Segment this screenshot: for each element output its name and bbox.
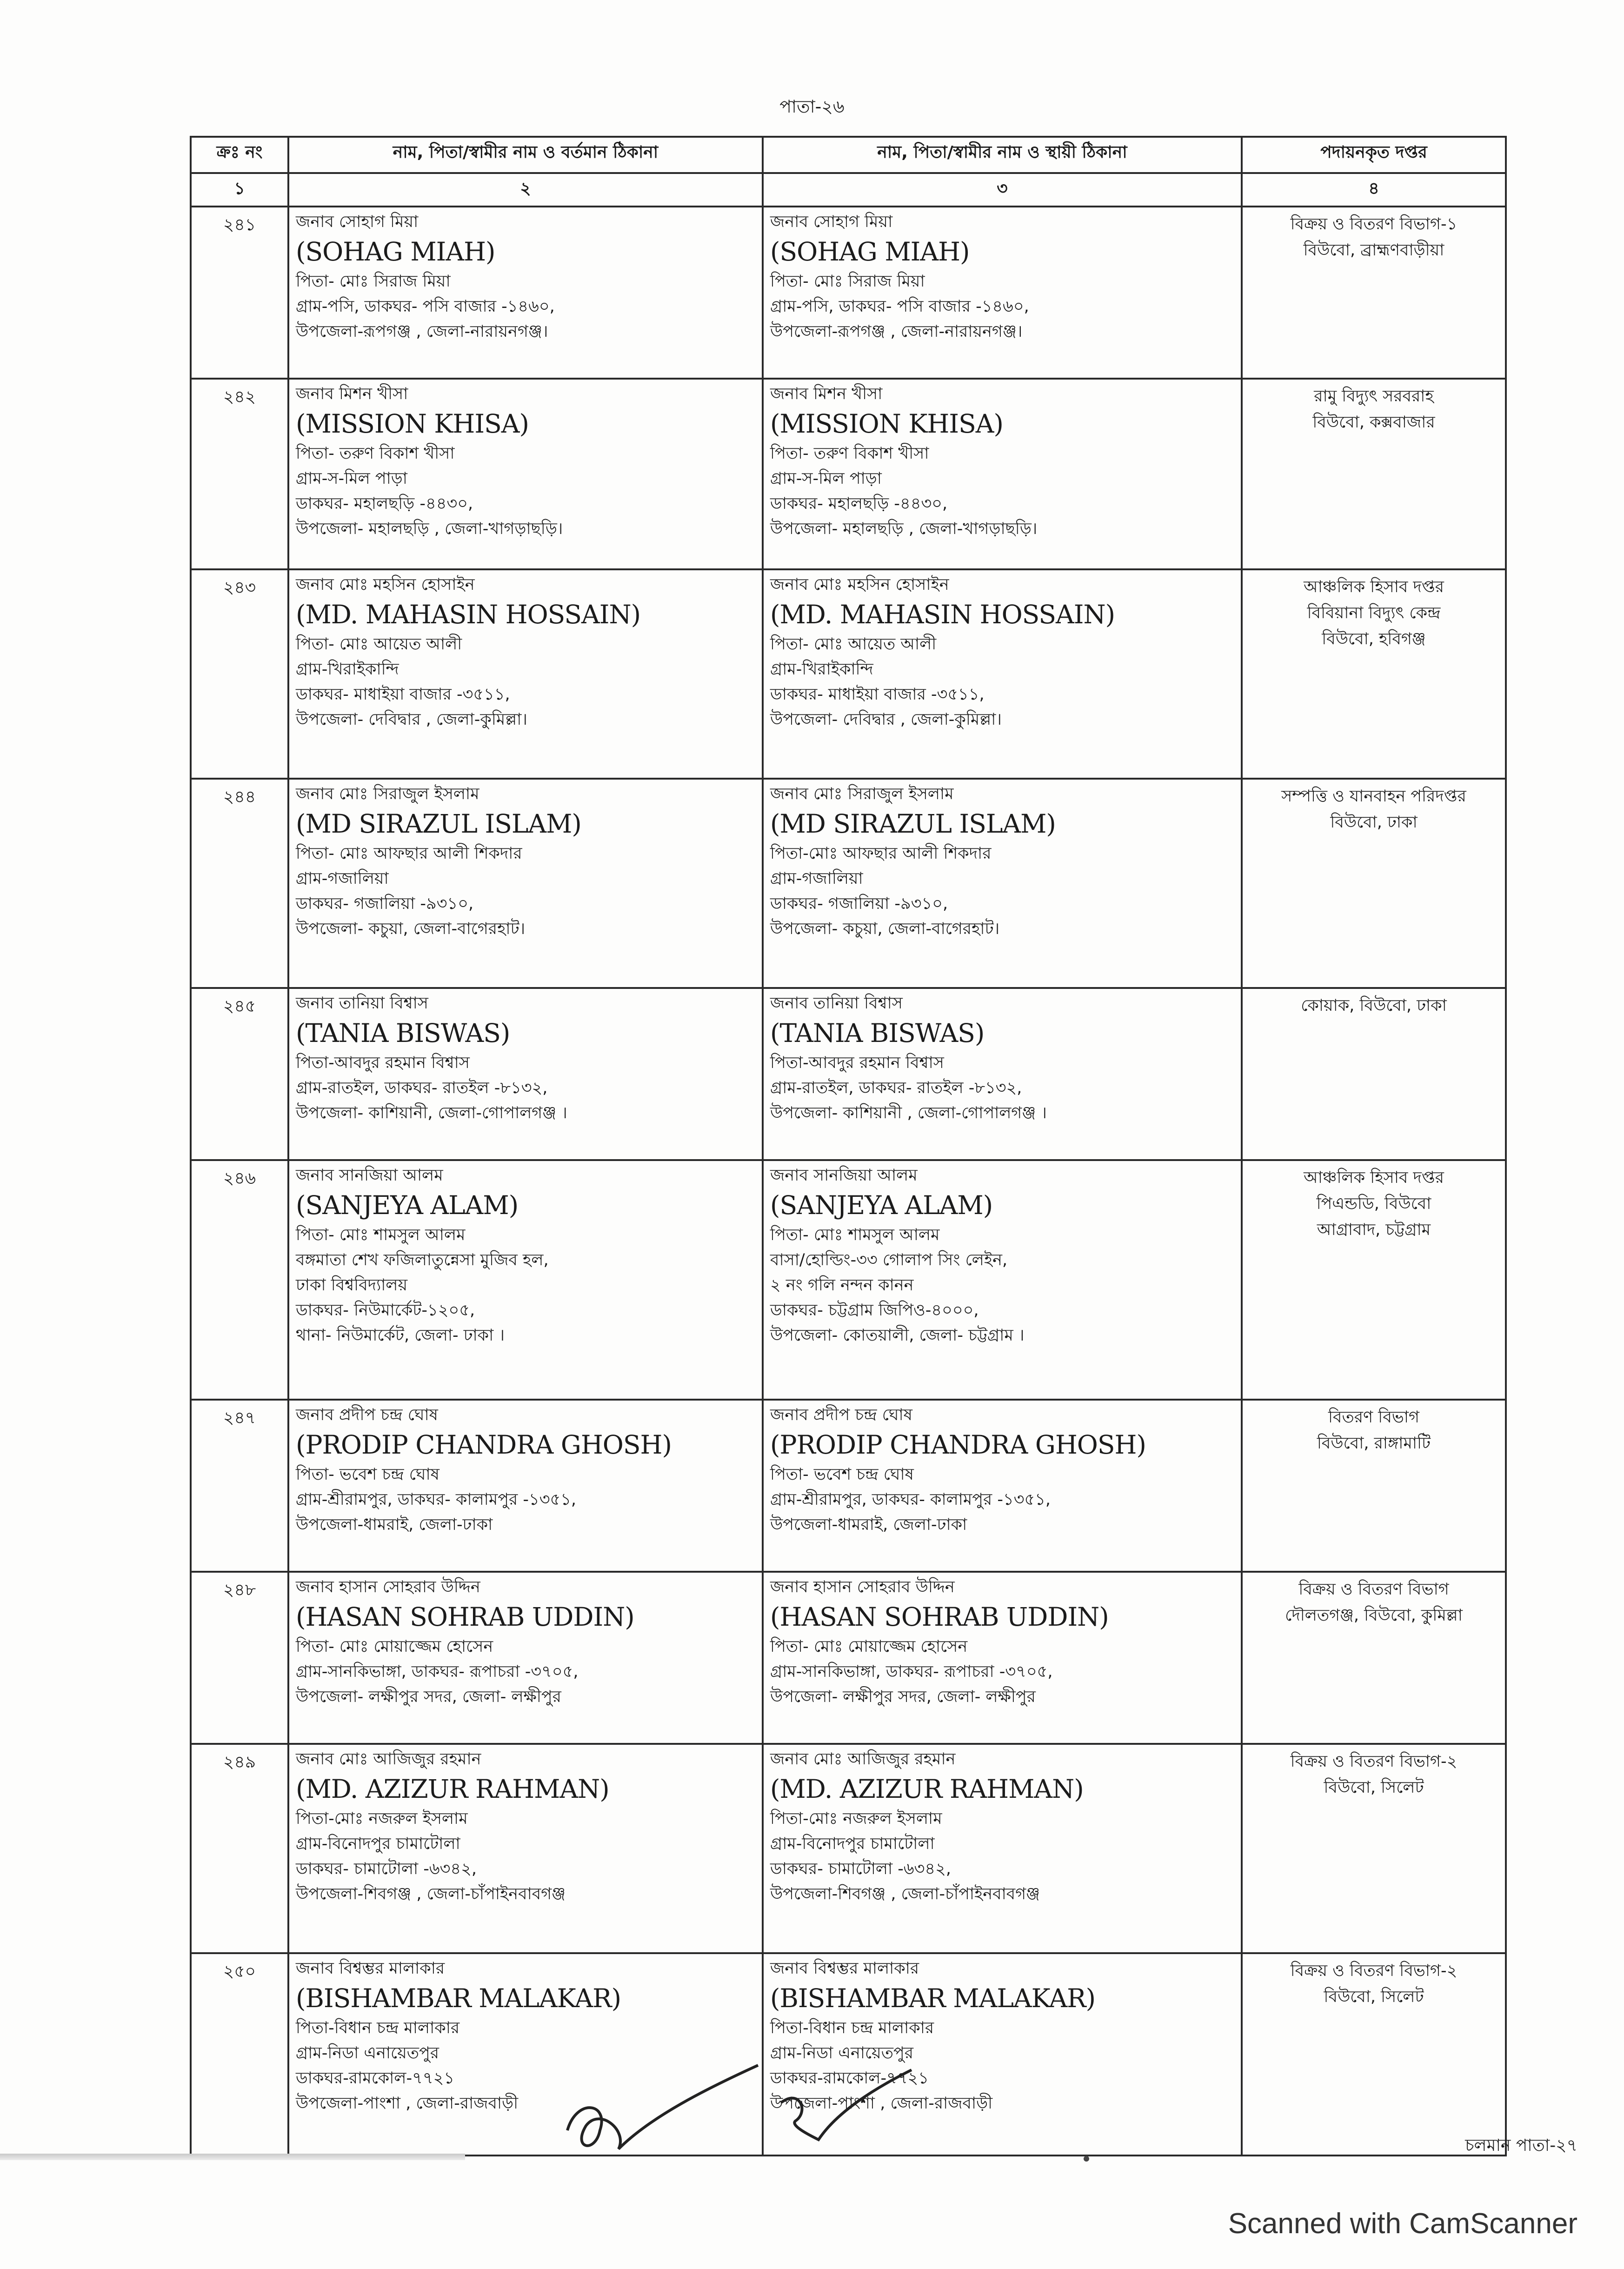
address-line: গ্রাম-সানকিভাঙ্গা, ডাকঘর- রূপাচরা -৩৭০৫,	[770, 1662, 1053, 1681]
posting-office-cell	[1242, 1160, 1506, 1400]
serial-number: ২৪৫	[191, 988, 288, 1160]
person-name-bangla: জনাব তানিয়া বিশ্বাস	[770, 994, 903, 1013]
posting-office-cell	[1242, 1953, 1506, 2156]
posting-office-line: বিউবো, সিলেট	[1324, 1778, 1424, 1797]
posting-office-line: বিক্রয় ও বিতরণ বিভাগ	[1298, 1580, 1449, 1599]
address-line: গ্রাম-গজালিয়া	[770, 869, 863, 888]
person-name-english: (SOHAG MIAH)	[770, 237, 970, 267]
person-name-english: (MD. MAHASIN HOSSAIN)	[296, 600, 641, 629]
person-name-english: (SANJEYA ALAM)	[296, 1190, 519, 1220]
current-address-cell	[288, 379, 763, 569]
person-name-english: (MD. AZIZUR RAHMAN)	[296, 1774, 609, 1804]
handwritten-signatures	[558, 2061, 1116, 2168]
address-line: পিতা-মোঃ নজরুল ইসলাম	[770, 1809, 942, 1828]
table-row	[191, 1572, 1506, 1744]
person-name-english: (HASAN SOHRAB UDDIN)	[770, 1602, 1109, 1632]
address-line: গ্রাম-রাতইল, ডাকঘর- রাতইল -৮১৩২,	[296, 1079, 548, 1097]
column-number: ৩	[763, 173, 1242, 207]
address-line: ডাকঘর- নিউমার্কেট-১২০৫,	[296, 1301, 475, 1320]
person-name-bangla: জনাব মোঃ আজিজুর রহমান	[770, 1750, 956, 1768]
person-name-bangla: জনাব সোহাগ মিয়া	[770, 213, 893, 231]
posting-office-line: বিতরণ বিভাগ	[1328, 1408, 1419, 1427]
person-name-bangla: জনাব বিশ্বম্ভর মালাকার	[770, 1959, 919, 1978]
posting-office-cell	[1242, 1744, 1506, 1953]
person-name-bangla: জনাব হাসান সোহরাব উদ্দিন	[296, 1578, 480, 1596]
address-line: গ্রাম-বিনোদপুর চামাটোলা	[296, 1835, 460, 1853]
address-line: ডাকঘর-রামকোল-৭৭২১	[770, 2069, 929, 2088]
posting-office-line: আঞ্চলিক হিসাব দপ্তর	[1304, 1168, 1444, 1187]
person-name-bangla: জনাব মিশন খীসা	[296, 385, 408, 403]
posting-office-line: সম্পত্তি ও যানবাহন পরিদপ্তর	[1281, 787, 1466, 806]
address-line: উপজেলা- কচুয়া, জেলা-বাগেরহাট।	[296, 920, 526, 938]
posting-office-line: বিবিয়ানা বিদ্যুৎ কেন্দ্র	[1307, 604, 1441, 622]
address-line: পিতা- মোঃ শামসুল আলম	[770, 1226, 940, 1244]
address-line: গ্রাম-খিরাইকান্দি	[296, 660, 399, 679]
permanent-address-cell	[763, 988, 1242, 1160]
address-line: পিতা- মোঃ মোয়াজ্জেম হোসেন	[770, 1637, 968, 1656]
posting-office-line: বিউবো, ঢাকা	[1330, 813, 1418, 832]
permanent-address-cell	[763, 207, 1242, 379]
column-number: ৪	[1242, 173, 1506, 207]
address-line: উপজেলা-ধামরাই, জেলা-ঢাকা	[770, 1515, 967, 1534]
posting-office-line: বিক্রয় ও বিতরণ বিভাগ-২	[1290, 1962, 1458, 1980]
address-line: ডাকঘর- মাধাইয়া বাজার -৩৫১১,	[296, 685, 510, 704]
address-line: বাসা/হোল্ডিং-৩৩ গোলাপ সিং লেইন,	[770, 1251, 1008, 1269]
posting-office-cell	[1242, 379, 1506, 569]
serial-number: ২৪৬	[191, 1160, 288, 1400]
serial-number: ২৪১	[191, 207, 288, 379]
current-address-cell	[288, 569, 763, 779]
person-name-english: (BISHAMBAR MALAKAR)	[296, 1983, 621, 2013]
address-line: গ্রাম-শ্রীরামপুর, ডাকঘর- কালামপুর -১৩৫১,	[770, 1490, 1051, 1509]
table-row	[191, 988, 1506, 1160]
address-line: উপজেলা-রূপগঞ্জ , জেলা-নারায়নগঞ্জ।	[770, 322, 1023, 341]
header-permanent-address: নাম, পিতা/স্বামীর নাম ও স্থায়ী ঠিকানা	[763, 137, 1242, 173]
person-name-english: (SANJEYA ALAM)	[770, 1190, 993, 1220]
address-line: গ্রাম-নিডা এনায়েতপুর	[770, 2044, 913, 2062]
serial-number: ২৪২	[191, 379, 288, 569]
posting-office-line: বিউবো, হবিগঞ্জ	[1322, 630, 1426, 648]
person-name-english: (MD. AZIZUR RAHMAN)	[770, 1774, 1084, 1804]
person-name-bangla: জনাব মোঃ মহসিন হোসাইন	[770, 575, 949, 594]
address-line: উপজেলা-শিবগঞ্জ , জেলা-চাঁপাইনবাবগঞ্জ	[296, 1885, 566, 1903]
address-line: থানা- নিউমার্কেট, জেলা- ঢাকা ।	[296, 1326, 505, 1345]
posting-office-line: বিউবো, কক্সবাজার	[1312, 413, 1435, 432]
address-line: গ্রাম-নিডা এনায়েতপুর	[296, 2044, 439, 2062]
current-address-cell	[288, 779, 763, 988]
address-line: পিতা-মোঃ আফছার আলী শিকদার	[770, 844, 992, 863]
scan-edge-shadow	[0, 2154, 465, 2160]
permanent-address-cell	[763, 379, 1242, 569]
continued-page-note: চলমান পাতা-২৭	[1465, 2136, 1577, 2155]
current-address-cell	[288, 1400, 763, 1572]
address-line: পিতা-আবদুর রহমান বিশ্বাস	[296, 1054, 470, 1072]
person-name-bangla: জনাব বিশ্বম্ভর মালাকার	[296, 1959, 445, 1978]
address-line: ডাকঘর- চামাটোলা -৬৩৪২,	[770, 1860, 952, 1878]
address-line: গ্রাম-বিনোদপুর চামাটোলা	[770, 1835, 935, 1853]
address-line: পিতা-আবদুর রহমান বিশ্বাস	[770, 1054, 944, 1072]
column-number-row	[191, 173, 1506, 207]
address-line: উপজেলা- লক্ষীপুর সদর, জেলা- লক্ষীপুর	[770, 1688, 1036, 1706]
person-name-english: (BISHAMBAR MALAKAR)	[770, 1983, 1096, 2013]
person-name-bangla: জনাব মোঃ সিরাজুল ইসলাম	[770, 785, 954, 803]
address-line: ডাকঘর- গজালিয়া -৯৩১০,	[296, 894, 474, 913]
posting-office-line: বিউবো, রাঙ্গামাটি	[1317, 1434, 1431, 1453]
person-name-bangla: জনাব মোঃ সিরাজুল ইসলাম	[296, 785, 479, 803]
address-line: গ্রাম-পসি, ডাকঘর- পসি বাজার -১৪৬০,	[770, 297, 1029, 316]
person-name-english: (HASAN SOHRAB UDDIN)	[296, 1602, 634, 1632]
posting-office-line: বিক্রয় ও বিতরণ বিভাগ-১	[1290, 215, 1458, 234]
posting-office-cell	[1242, 207, 1506, 379]
person-name-english: (MD SIRAZUL ISLAM)	[296, 809, 581, 839]
address-line: উপজেলা-রূপগঞ্জ , জেলা-নারায়নগঞ্জ।	[296, 322, 548, 341]
address-line: পিতা- ভবেশ চন্দ্র ঘোষ	[296, 1465, 439, 1484]
posting-office-cell	[1242, 1400, 1506, 1572]
table-row	[191, 779, 1506, 988]
serial-number: ২৪৮	[191, 1572, 288, 1744]
serial-number: ২৪৭	[191, 1400, 288, 1572]
posting-office-line: দৌলতগঞ্জ, বিউবো, কুমিল্লা	[1285, 1606, 1463, 1625]
table-row	[191, 379, 1506, 569]
person-name-bangla: জনাব মোঃ আজিজুর রহমান	[296, 1750, 481, 1768]
current-address-cell	[288, 1160, 763, 1400]
current-address-cell	[288, 988, 763, 1160]
person-name-bangla: জনাব হাসান সোহরাব উদ্দিন	[770, 1578, 955, 1596]
table-row	[191, 569, 1506, 779]
posting-office-line: আঞ্চলিক হিসাব দপ্তর	[1304, 578, 1444, 596]
address-line: ডাকঘর-রামকোল-৭৭২১	[296, 2069, 455, 2088]
posting-office-line: বিউবো, ব্রাহ্মণবাড়ীয়া	[1303, 241, 1444, 260]
person-name-bangla: জনাব সানজিয়া আলম	[296, 1166, 443, 1185]
person-name-english: (PRODIP CHANDRA GHOSH)	[296, 1430, 672, 1460]
signature-right	[781, 2070, 912, 2140]
person-name-bangla: জনাব প্রদীপ চন্দ্র ঘোষ	[296, 1406, 438, 1424]
address-line: ডাকঘর- মহালছড়ি -৪৪৩০,	[296, 494, 473, 513]
address-line: পিতা- মোঃ আফছার আলী শিকদার	[296, 844, 522, 863]
column-number: ১	[191, 173, 288, 207]
address-line: উপজেলা- মহালছড়ি , জেলা-খাগড়াছড়ি।	[770, 520, 1038, 538]
person-name-bangla: জনাব সোহাগ মিয়া	[296, 213, 419, 231]
person-name-bangla: জনাব মোঃ মহসিন হোসাইন	[296, 575, 475, 594]
person-name-bangla: জনাব প্রদীপ চন্দ্র ঘোষ	[770, 1406, 912, 1424]
person-name-english: (MISSION KHISA)	[770, 409, 1003, 439]
posting-office-cell	[1242, 779, 1506, 988]
serial-number: ২৫০	[191, 1953, 288, 2156]
posting-office-cell	[1242, 988, 1506, 1160]
address-line: পিতা- মোঃ মোয়াজ্জেম হোসেন	[296, 1637, 493, 1656]
address-line: ডাকঘর- চট্টগ্রাম জিপিও-৪০০০,	[770, 1301, 979, 1320]
address-line: গ্রাম-সানকিভাঙ্গা, ডাকঘর- রূপাচরা -৩৭০৫,	[296, 1662, 579, 1681]
posting-office-line: বিউবো, সিলেট	[1324, 1988, 1424, 2006]
person-name-bangla: জনাব তানিয়া বিশ্বাস	[296, 994, 428, 1013]
column-number: ২	[288, 173, 763, 207]
page-number: পাতা-২৬	[779, 96, 845, 117]
address-line: উপজেলা-ধামরাই, জেলা-ঢাকা	[296, 1515, 493, 1534]
scanner-watermark: Scanned with CamScanner	[1228, 2208, 1577, 2240]
address-line: উপজেলা- কচুয়া, জেলা-বাগেরহাট।	[770, 920, 1000, 938]
address-line: পিতা-বিধান চন্দ্র মালাকার	[296, 2019, 460, 2037]
address-line: বঙ্গমাতা শেখ ফজিলাতুন্নেসা মুজিব হল,	[296, 1251, 549, 1269]
posting-office-line: আগ্রাবাদ, চট্টগ্রাম	[1317, 1221, 1431, 1239]
address-line: উপজেলা- মহালছড়ি , জেলা-খাগড়াছড়ি।	[296, 520, 563, 538]
address-line: ডাকঘর- মাধাইয়া বাজার -৩৫১১,	[770, 685, 985, 704]
person-name-english: (TANIA BISWAS)	[296, 1018, 510, 1048]
current-address-cell	[288, 1744, 763, 1953]
address-line: গ্রাম-খিরাইকান্দি	[770, 660, 873, 679]
posting-office-cell	[1242, 569, 1506, 779]
address-line: উপজেলা- দেবিদ্বার , জেলা-কুমিল্লা।	[770, 710, 1002, 729]
address-line: ডাকঘর- মহালছড়ি -৪৪৩০,	[770, 494, 948, 513]
address-line: উপজেলা-পাংশা , জেলা-রাজবাড়ী	[770, 2094, 993, 2113]
table-row	[191, 1400, 1506, 1572]
signature-left	[567, 2065, 758, 2149]
address-line: পিতা- তরুণ বিকাশ খীসা	[296, 444, 455, 463]
posting-office-line: পিএন্ডডি, বিউবো	[1316, 1195, 1431, 1213]
address-line: গ্রাম-গজালিয়া	[296, 869, 389, 888]
permanent-address-cell	[763, 1400, 1242, 1572]
address-line: গ্রাম-স-মিল পাড়া	[770, 469, 882, 488]
permanent-address-cell	[763, 1744, 1242, 1953]
serial-number: ২৪৪	[191, 779, 288, 988]
table-row	[191, 207, 1506, 379]
header-current-address: নাম, পিতা/স্বামীর নাম ও বর্তমান ঠিকানা	[288, 137, 763, 173]
address-line: পিতা- মোঃ আয়েত আলী	[296, 635, 462, 654]
person-name-english: (MISSION KHISA)	[296, 409, 529, 439]
permanent-address-cell	[763, 779, 1242, 988]
person-name-english: (SOHAG MIAH)	[296, 237, 495, 267]
address-line: পিতা- মোঃ শামসুল আলম	[296, 1226, 466, 1244]
person-name-bangla: জনাব সানজিয়া আলম	[770, 1166, 918, 1185]
address-line: উপজেলা- কোতয়ালী, জেলা- চট্টগ্রাম ।	[770, 1326, 1025, 1345]
address-line: ২ নং গলি নন্দন কানন	[770, 1276, 914, 1295]
permanent-address-cell	[763, 1572, 1242, 1744]
address-line: পিতা- মোঃ সিরাজ মিয়া	[770, 272, 925, 291]
person-name-english: (PRODIP CHANDRA GHOSH)	[770, 1430, 1146, 1460]
address-line: পিতা-মোঃ নজরুল ইসলাম	[296, 1809, 468, 1828]
table-row	[191, 1744, 1506, 1953]
address-line: ডাকঘর- গজালিয়া -৯৩১০,	[770, 894, 948, 913]
person-name-bangla: জনাব মিশন খীসা	[770, 385, 883, 403]
current-address-cell	[288, 1572, 763, 1744]
address-line: ঢাকা বিশ্ববিদ্যালয়	[296, 1276, 408, 1295]
address-line: পিতা- মোঃ আয়েত আলী	[770, 635, 937, 654]
posting-office-line: কোয়াক, বিউবো, ঢাকা	[1301, 996, 1447, 1015]
table-row	[191, 1160, 1506, 1400]
address-line: উপজেলা- দেবিদ্বার , জেলা-কুমিল্লা।	[296, 710, 527, 729]
address-line: পিতা-বিধান চন্দ্র মালাকার	[770, 2019, 934, 2037]
address-line: ডাকঘর- চামাটোলা -৬৩৪২,	[296, 1860, 477, 1878]
posting-table	[190, 136, 1507, 2156]
header-posting-office: পদায়নকৃত দপ্তর	[1242, 137, 1506, 173]
serial-number: ২৪৩	[191, 569, 288, 779]
address-line: উপজেলা-শিবগঞ্জ , জেলা-চাঁপাইনবাবগঞ্জ	[770, 1885, 1040, 1903]
table-header-row	[191, 137, 1506, 173]
address-line: পিতা- মোঃ সিরাজ মিয়া	[296, 272, 451, 291]
permanent-address-cell	[763, 569, 1242, 779]
person-name-english: (TANIA BISWAS)	[770, 1018, 985, 1048]
address-line: উপজেলা-পাংশা , জেলা-রাজবাড়ী	[296, 2094, 519, 2113]
address-line: গ্রাম-রাতইল, ডাকঘর- রাতইল -৮১৩২,	[770, 1079, 1022, 1097]
address-line: গ্রাম-স-মিল পাড়া	[296, 469, 407, 488]
header-serial: ক্রঃ নং	[191, 137, 288, 173]
person-name-english: (MD SIRAZUL ISLAM)	[770, 809, 1056, 839]
permanent-address-cell	[763, 1160, 1242, 1400]
address-line: উপজেলা- লক্ষীপুর সদর, জেলা- লক্ষীপুর	[296, 1688, 561, 1706]
address-line: গ্রাম-শ্রীরামপুর, ডাকঘর- কালামপুর -১৩৫১,	[296, 1490, 577, 1509]
serial-number: ২৪৯	[191, 1744, 288, 1953]
address-line: পিতা- তরুণ বিকাশ খীসা	[770, 444, 929, 463]
address-line: গ্রাম-পসি, ডাকঘর- পসি বাজার -১৪৬০,	[296, 297, 555, 316]
posting-office-line: বিক্রয় ও বিতরণ বিভাগ-২	[1290, 1752, 1458, 1771]
posting-office-line: রামু বিদ্যুৎ সরবরাহ	[1314, 387, 1434, 406]
person-name-english: (MD. MAHASIN HOSSAIN)	[770, 600, 1115, 629]
current-address-cell	[288, 207, 763, 379]
posting-office-cell	[1242, 1572, 1506, 1744]
address-line: উপজেলা- কাশিয়ানী, জেলা-গোপালগঞ্জ ।	[296, 1104, 567, 1122]
scan-speck	[1084, 2156, 1089, 2162]
address-line: উপজেলা- কাশিয়ানী , জেলা-গোপালগঞ্জ ।	[770, 1104, 1047, 1122]
address-line: পিতা- ভবেশ চন্দ্র ঘোষ	[770, 1465, 914, 1484]
